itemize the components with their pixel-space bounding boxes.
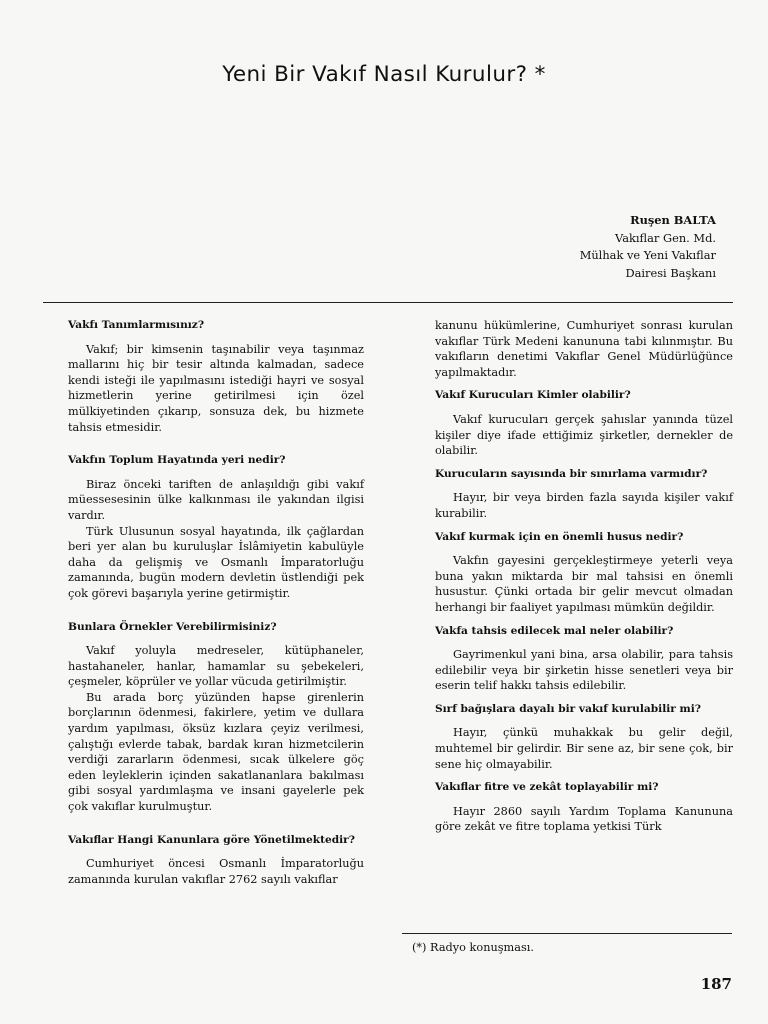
paragraph: Bu arada borç yüzünden hapse girenlerin borçlarının ödenmesi, fakirlere, yetim ve dullara yardım yapılması, öksüz kızlara çeyiz verilmesi, çalıştığı evlerde tabak, bardak kıran hizmetcilerin verdiği zararların ödenmesi, sıcak ülkelere göç eden leyleklerin içinden sakatlananlara bakılması gibi sosyal yardımlaşma ve insani gayelerle pek çok vakıflar kurulmuştur. [68,690,364,814]
author-block [580,212,716,282]
author-title-line-2: Mülhak ve Yeni Vakıflar [579,248,716,263]
question-heading: Vakfın Toplum Hayatında yeri nedir? [68,454,286,467]
footnote-divider [402,933,732,934]
question-heading: Bunlara Örnekler Verebilirmisiniz? [68,620,277,633]
paragraph: Vakfın gayesini gerçekleştirmeye yeterli veya buna yakın miktarda bir mal tahsisi en önemli husustur. Çünki ortada bir gelir mevcut olmadan herhangi bir faaliyet yapılması mümkün değildir. [435,554,733,614]
question-heading: Vakfa tahsis edilecek mal neler olabilir? [435,624,674,637]
question-heading: Vakfı Tanımlarmısınız? [68,319,205,331]
right-column [435,318,733,835]
question-heading: Vakıflar Hangi Kanunlara göre Yönetilmektedir? [68,833,355,846]
left-column [68,318,364,887]
question-heading: Kurucuların sayısında bir sınırlama varmıdır? [435,467,708,480]
paragraph: kanunu hükümlerine, Cumhuriyet sonrası kurulan vakıflar Türk Medeni kanununa tabi kılınmıştır. Bu vakıfların denetimi Vakıflar Genel Müdürlüğünce yapılmaktadır. [435,319,733,379]
question-heading: Vakıf Kurucuları Kimler olabilir? [435,389,631,402]
question-heading: Sırf bağışlara dayalı bir vakıf kurulabilir mi? [435,702,701,715]
footnote: (*) Radyo konuşması. [412,941,535,954]
question-heading: Vakıf kurmak için en önemli husus nedir? [435,530,684,543]
paragraph: Biraz önceki tariften de anlaşıldığı gibi vakıf müessesesinin ülke kalkınması ile yakından ilgisi vardır. [68,477,364,522]
paragraph: Hayır, bir veya birden fazla sayıda kişiler vakıf kurabilir. [435,491,733,520]
page-number: 187 [700,975,732,993]
paragraph: Vakıf yoluyla medreseler, kütüphaneler, hastahaneler, hanlar, hamamlar su şebekeleri, çeşmeler, köprüler ve yollar vücuda getirilmiştir. [68,644,364,689]
paragraph: Cumhuriyet öncesi Osmanlı İmparatorluğu zamanında kurulan vakıflar 2762 sayılı vakıflar [68,857,364,886]
author-title-line-3: Dairesi Başkanı [625,265,716,280]
paragraph: Hayır, çünkü muhakkak bu gelir değil, muhtemel bir gelirdir. Bir sene az, bir sene çok, bir sene hiç olmayabilir. [435,726,733,771]
header-divider [43,302,733,303]
paragraph: Hayır 2860 sayılı Yardım Toplama Kanununa göre zekât ve fitre toplama yetkisi Türk [435,804,733,834]
author-title-line-1: Vakıflar Gen. Md. [615,230,716,245]
paragraph: Vakıf kurucuları gerçek şahıslar yanında tüzel kişiler diye ifade ettiğimiz şirketler, dernekler de olabilir. [435,412,733,458]
page-title: Yeni Bir Vakıf Nasıl Kurulur? * [222,62,546,87]
author-name: Ruşen BALTA [630,213,716,227]
paragraph: Vakıf; bir kimsenin taşınabilir veya taşınmaz mallarını hiç bir tesir altında kalmadan, sadece kendi isteği ile yapılmasını istediği hayri ve sosyal hizmetlerin yerine getirilmesi için özel mülkiyetinden çıkarıp, sonsuza dek, bu hizmete tahsis etmesidir. [68,342,364,434]
question-heading: Vakıflar fitre ve zekât toplayabilir mi? [435,781,659,794]
paragraph: Gayrimenkul yani bina, arsa olabilir, para tahsis edilebilir veya bir şirketin hisse senetleri veya bir eserin telif hakkı tahsis edilebilir. [435,648,733,693]
paragraph: Türk Ulusunun sosyal hayatında, ilk çağlardan beri yer alan bu kuruluşlar İslâmiyetin kabulüyle daha da gelişmiş ve Osmanlı İmparatorluğu zamanında, bugün modern devletin üstlendiği pek çok görevi başarıyla yerine getirmiştir. [68,524,364,600]
